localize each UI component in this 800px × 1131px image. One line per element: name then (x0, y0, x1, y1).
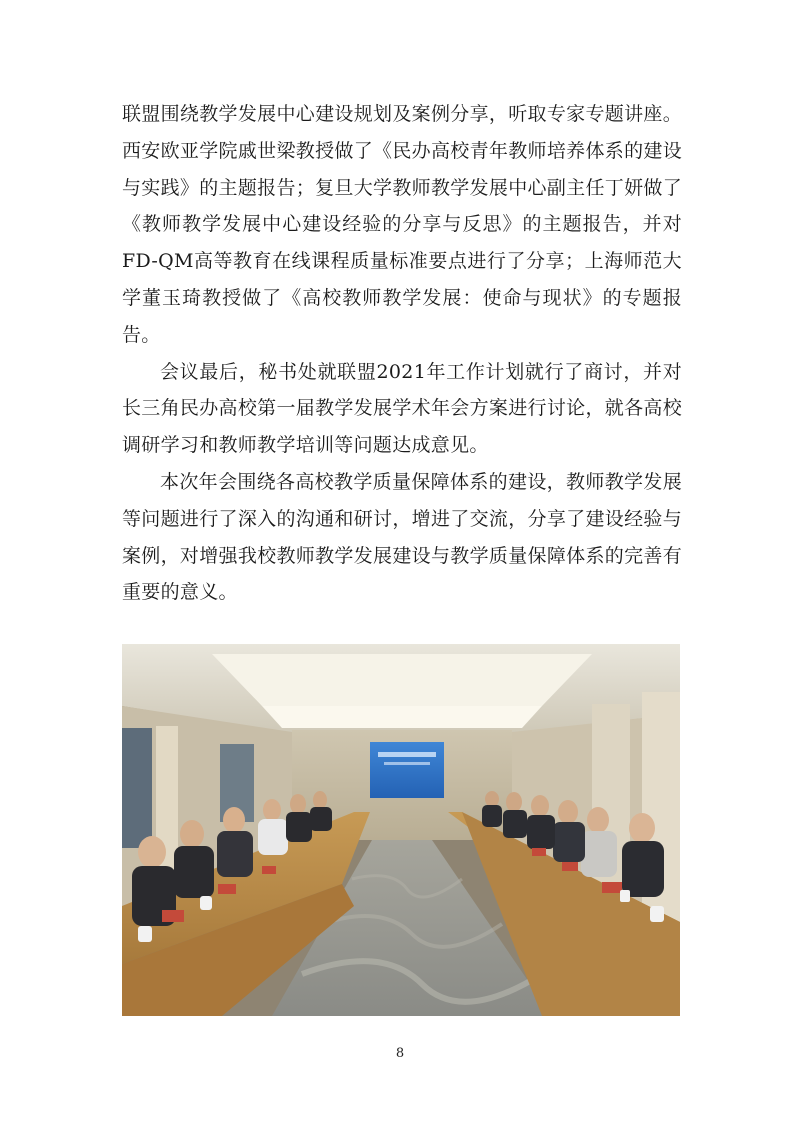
meeting-photo-illustration (122, 644, 680, 1016)
body-text (122, 96, 682, 611)
projection-screen (370, 742, 444, 798)
paragraph-2: 会议最后，秘书处就联盟2021年工作计划就行了商讨，并对长三角民办高校第一届教学发展学术年会方案进行讨论，就各高校调研学习和教师教学培训等问题达成意见。 (122, 360, 682, 457)
page-number: 8 (395, 1046, 405, 1061)
meeting-photo (122, 644, 680, 1016)
paragraph-1: 联盟围绕教学发展中心建设规划及案例分享，听取专家专题讲座。西安欧亚学院戚世梁教授做了《民办高校青年教师培养体系的建设与实践》的主题报告；复旦大学教师教学发展中心副主任丁妍做了《教师教学发展中心建设经验的分享与反思》的主题报告，并对FD-QM高等教育在线课程质量标准要点进行了分享；上海师范大学董玉琦教授做了《高校教师教学发展：使命与现状》的专题报告。 (122, 103, 682, 346)
paragraph-3: 本次年会围绕各高校教学质量保障体系的建设，教师教学发展等问题进行了深入的沟通和研讨，增进了交流，分享了建设经验与案例，对增强我校教师教学发展建设与教学质量保障体系的完善有重要的意义。 (122, 470, 682, 604)
